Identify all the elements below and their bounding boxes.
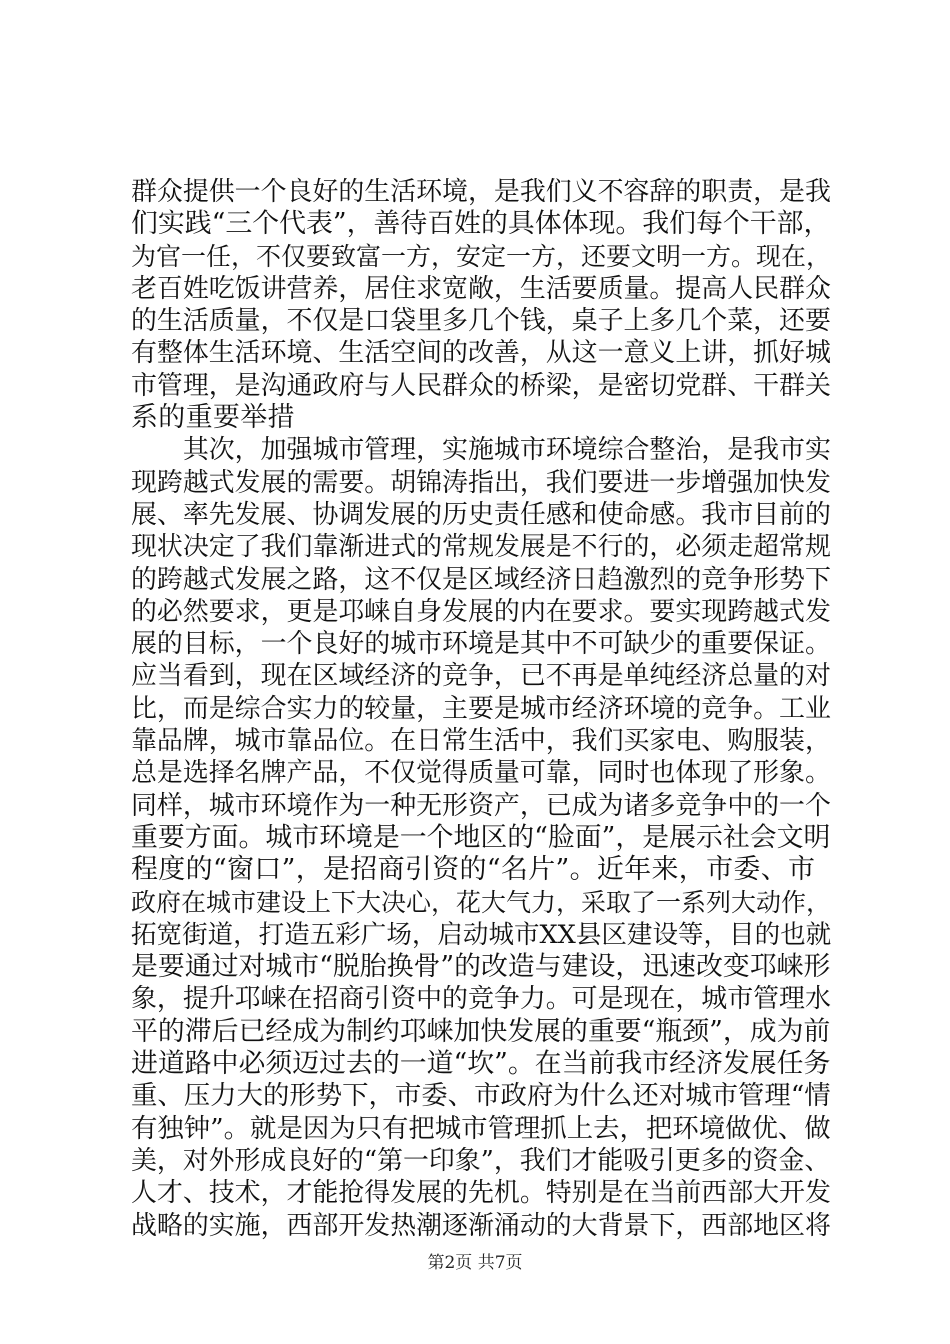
text-line: 重、压力大的形势下，市委、市政府为什么还对城市管理“情 (131, 1080, 831, 1112)
text-line: 人才、技术，才能抢得发展的先机。特别是在当前西部大开发 (131, 1178, 831, 1209)
text-line: 现状决定了我们靠渐进式的常规发展是不行的，必须走超常规 (131, 532, 831, 563)
text-line: 其次，加强城市管理，实施城市环境综合整治，是我市实 (131, 435, 831, 466)
text-line: 程度的“窗口”，是招商引资的“名片”。近年来，市委、市 (131, 854, 816, 886)
text-line: 有整体生活环境、生活空间的改善，从这一意义上讲，抓好城 (131, 338, 831, 369)
text-line: 平的滞后已经成为制约邛崃加快发展的重要“瓶颈”，成为前 (131, 1015, 831, 1047)
text-line: 市管理，是沟通政府与人民群众的桥梁，是密切党群、干群关 (131, 370, 831, 401)
text-line: 进道路中必须迈过去的一道“坎”。在当前我市经济发展任务 (131, 1048, 831, 1080)
text-line: 美，对外形成良好的“第一印象”，我们才能吸引更多的资金、 (131, 1145, 831, 1176)
text-line: 战略的实施，西部开发热潮逐渐涌动的大背景下，西部地区将 (131, 1210, 831, 1241)
text-line: 的跨越式发展之路，这不仅是区域经济日趋激烈的竞争形势下 (131, 564, 831, 595)
text-line: 为官一任，不仅要致富一方，安定一方，还要文明一方。现在， (131, 241, 832, 271)
text-line: 同样，城市环境作为一种无形资产，已成为诸多竞争中的一个 (131, 790, 831, 821)
text-line: 系的重要举措 (131, 402, 295, 434)
text-line: 总是选择名牌产品，不仅觉得质量可靠，同时也体现了形象。 (131, 758, 831, 789)
text-line: 是要通过对城市“脱胎换骨”的改造与建设，迅速改变邛崃形 (131, 951, 831, 983)
text-line: 重要方面。城市环境是一个地区的“脸面”，是展示社会文明 (131, 821, 831, 853)
text-line: 应当看到，现在区域经济的竞争，已不再是单纯经济总量的对 (131, 661, 831, 692)
text-line: 靠品牌，城市靠品位。在日常生活中，我们买家电、购服装， (131, 726, 831, 757)
text-line: 象，提升邛崃在招商引资中的竞争力。可是现在，城市管理水 (131, 984, 831, 1015)
page-number-footer: 第2页 共7页 (427, 1253, 523, 1273)
text-line: 展的目标，一个良好的城市环境是其中不可缺少的重要保证。 (131, 629, 831, 660)
text-line: 现跨越式发展的需要。胡锦涛指出，我们要进一步增强加快发 (131, 467, 831, 498)
text-line: 政府在城市建设上下大决心，花大气力，采取了一系列大动作， (131, 887, 832, 917)
body-text (131, 176, 831, 1242)
text-line: 的生活质量，不仅是口袋里多几个钱，桌子上多几个菜，还要 (131, 306, 831, 337)
text-line: 比，而是综合实力的较量，主要是城市经济环境的竞争。工业 (131, 693, 831, 724)
text-line: 群众提供一个良好的生活环境，是我们义不容辞的职责，是我 (131, 177, 831, 207)
text-line: 的必然要求，更是邛崃自身发展的内在要求。要实现跨越式发 (131, 596, 831, 627)
text-line: 展、率先发展、协调发展的历史责任感和使命感。我市目前的 (131, 499, 831, 530)
text-line: 老百姓吃饭讲营养，居住求宽敞，生活要质量。提高人民群众 (131, 273, 831, 304)
text-line: 拓宽街道，打造五彩广场，启动城市XX县区建设等，目的也就 (131, 919, 832, 950)
text-line: 们实践“三个代表”，善待百姓的具体体现。我们每个干部， (131, 208, 831, 240)
text-line: 有独钟”。就是因为只有把城市管理抓上去，把环境做优、做 (131, 1112, 831, 1144)
